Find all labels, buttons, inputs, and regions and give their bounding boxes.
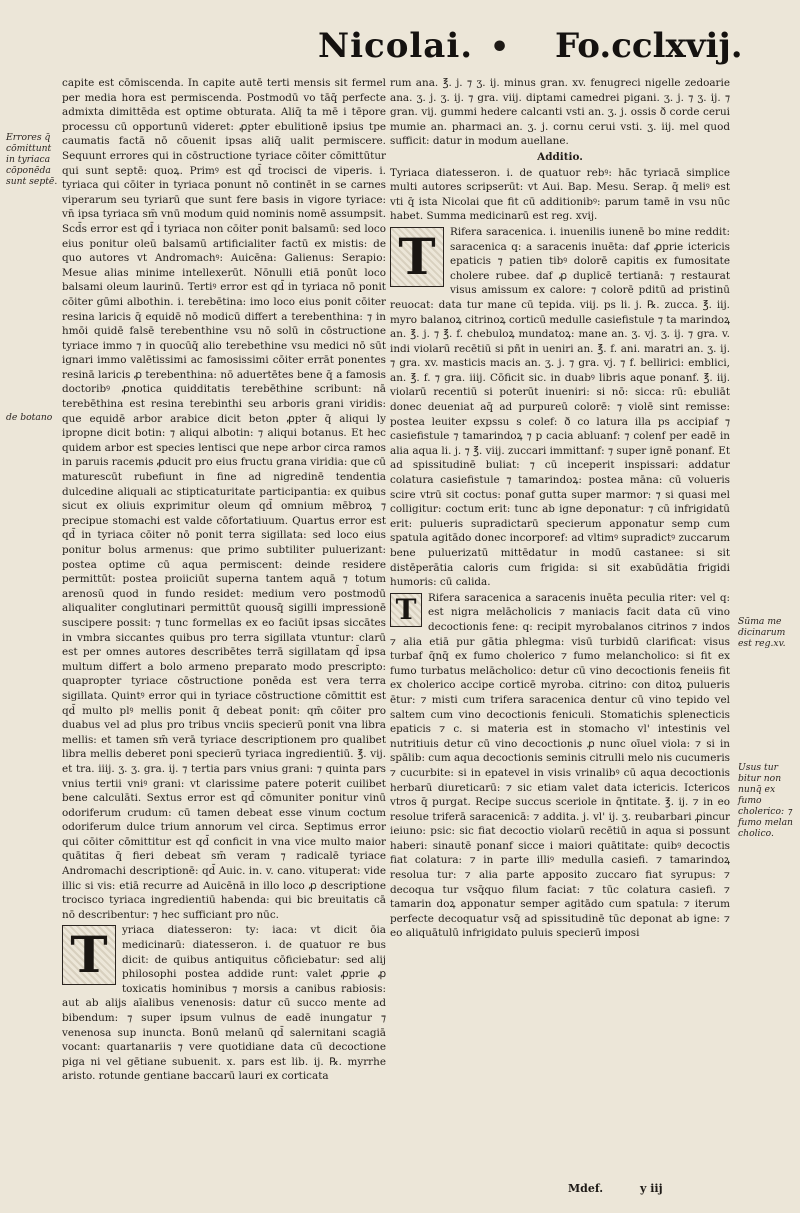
decorated-initial: T	[390, 227, 444, 287]
header-separator: •	[490, 30, 510, 65]
right-paragraph-3	[390, 225, 730, 590]
decorated-initial: T	[62, 925, 116, 985]
right-text-column	[390, 76, 730, 1181]
left-text-column	[62, 76, 386, 1181]
signature-mark: y iij	[640, 1182, 663, 1195]
running-head: Nicolai.	[318, 26, 474, 66]
margin-note-usus: Usus tur bitur non nunq̄ ex fumo cholerico: ⁊ fumo melan cholico.	[738, 762, 793, 839]
left-paragraph-2	[62, 923, 386, 1084]
right-paragraph-4-text: Rifera saracenica a saracenis inuēta peculia riter: vel q: est nigra melācholicis ⁊ maniacis facit data cū vino decoctionis fene: q: recipit myrobalanos citrinos ⁊ indos ⁊ alia etiā pur gātia phlegma: visū turbidū clarificat: visus turbaf q̄nq̄ ex fumo cholerico ⁊ fumo melancholico: si fit ex fumo turbatus melācholico: detur cū vino decoctionis feneiis fit ex cholerico accipe corticē myroba. citrino: con ditoꝝ pulueris ētur: ⁊ misti cum trifera saracenica dentur cū vino tepido vel saltem cum vino decoctionis feniculi. Stomatichis splenecticis epaticis ⁊ c. si materia est in stomacho vl' intestinis vel nutritiuis detur cū vino decoctionis ꝓ nunc oīuel viola: ⁊ si in spālib: cum aqua decoctionis seminis citrulli melo nis cucumeris ⁊ cucurbite: si in epatevel in visis vrinalibꝰ cū aqua decoctionis herbarū diureticarū: ⁊ sic etiam valet data ictericis. Ictericos vtros q̄ purgat. Recipe succus sceriole in q̄ntitate. ℥. ij. ⁊ in eo resolue triferā saracenicā: ⁊ addita. j. vl' ij. ʒ. reubarbari ꝓincur ieiuno: psic: sic fiat decoctio violarū recētiū in aqua si possunt haberi: sinautē ponanf sicce i maiori quātitate: quibꝰ decoctis fiat colatura: ⁊ in parte illiꝰ medulla casiefi. ⁊ tamarindoꝝ resolua tur: ⁊ alia parte apposito zuccaro fiat syrupus: ⁊ decoqua tur vsq̄quo filum faciat: ⁊ tūc colatura casiefi. ⁊ tamarin doꝝ apponatur semper agitādo cum spatula: ⁊ iterum perfecte decoquatur vsq̄ ad spissitudinē tūc deponat ab igne: ⁊ eo aliquātulū infrigidato puluis specierū imposi	[390, 591, 730, 940]
decorated-initial: T	[390, 593, 422, 627]
right-paragraph-1: rum ana. ℥. j. ⁊ ʒ. ij. minus gran. xv. fenugreci nigelle zedoarie ana. ʒ. j. ʒ. ij. ⁊ gra. viij. diptami camedrei pigani. ʒ. j. ⁊ ʒ. ij. ⁊ gran. vij. gummi hedere calcanti vsti an. ʒ. j. ossis ð corde cerui mumie an. pharmaci an. ʒ. j. cornu cerui vsti. ʒ. iij. mel quod sufficit: datur in modum auellane.	[390, 77, 730, 148]
right-paragraph-4	[390, 591, 730, 941]
folio-number: Fo.cclxvij.	[555, 26, 743, 66]
page-footer	[0, 1182, 800, 1202]
left-paragraph-1: capite est cōmiscenda. In capite autē terti mensis sit fermel per media hora est permiscenda. Postmodū vo tāq̄ perfecte admixta dimittēda est optime obturata. Aliq̄ ta mē i tēpore processu cū opportunū videret: ꝓpter ebulitionē ipsius tpe caumatis factā nō cōuenit ipsas aliq̄ ualit permiscere. Sequunt errores qui in cōstructione tyriace cōiter cōmittūtur qui sunt septē: quoꝝ. Primꝰ est qd̄ trocisci de viperis. i. tyriaca qui cōiter in tyriaca ponunt nō continēt in se carnes viperarum seu tyriarū que sunt fere basis in vigore tyriace: vn̄ ipsa tyriaca sm̄ vnū modum quid nominis nomē assumpsit. Scd̄s error est qd̄ i tyriaca non cōiter ponit balsamū: sed loco eius ponitur oleū balsamū artificialiter factū ex mistis: de quo autores vt Andromachꝰ: Auicēna: Galienus: Serapio: Mesue alias minime intellexerūt. Nōnulli etiā ponūt loco balsami oleum laurinū. Tertiꝰ error est qd̄ in tyriaca nō ponit cōiter gūmi albothin. i. terebētina: imo loco eius ponit cōiter resina laricis q̄ equidē nō modicū differt a terebenthina: ⁊ in hmōi quidē falsē terebenthine vsu nō solū in cōstructione tyriace immo ⁊ in quocūq̄ alio terebethine vsu medici nō sūt ignari immo valētissimi ac famosissimi cōiter errāt ponentes resinā laricis ꝓ terebenthina: nō aduertētes bene q̄ a famosis doctoribꝰ ꝓnotica quidditatis terebēthine scribunt: nā terebēthina est resina terebinthi seu arboris grani viridis: que equidē arbor arabice dicit beton ꝓpter q̄ aliqui ly ipropne dicit botin: ⁊ aliqui albotin: ⁊ aliqui botanus. Et hec quidem arbor est species lentisci que nepe arbor circa ramos in paruis racemis ꝓducit pro eius fructu grana viridia: que cū maturescūt rubefiunt in fine ad nigredinē tendentia dulcedine aliquali ac stipticaturitate participantia: ex quibus sicut ex oliuis exprimitur oleum qd̄ omnium mēbroꝝ ⁊ precipue stomachi est valde cōfortatiuum. Quartus error est qd̄ in tyriaca cōiter nō ponit terra sigillata: sed loco eius ponitur bolus armenus: que primo subtiliter puluerizant: postea optime cū aqua permiscent: deinde residere permittūt: postea proiiciūt superna tantem aquā ⁊ totum arenosū quod in fundo residet: medium vero postmodū aliqualiter conglutinari permittūt quousq̄ sigilli impressionē suscipere possit: ⁊ tunc formellas ex eo faciūt ipsas siccātes in vmbra siccantes quibus pro terra sigillata vtuntur: clarū est per omnes autores describētes terrā sigillatam qd̄ ipsa multum differt a bolo armeno preparato modo prescripto: quapropter tyriace cōstructione ponēda est vera terra sigillata. Quintꝰ error qui in tyriace cōstructione cōmittit est qd̄ multo plꝰ mellis ponit q̄ debeat ponit: qm̄ cōiter pro duabus vel ad plus pro tribus vnciis specierū ponit vna libra mellis: et tamen sm̄ verā tyriace descriptionem pro qualibet libra mellis deberet poni specierū tyriaca ingredientiū. ℥. vij. et tra. iiij. ʒ. ʒ. gra. ij. ⁊ tertia pars vnius grani: ⁊ quinta pars vnius tertii vniꝰ grani: vt clarissime patere poterit cuilibet bene calculāti. Sextus error est qd̄ cōmuniter ponitur vinū odoriferum crudum: cū tamen debeat esse vinum coctum odoriferum dulce trium annorum vel circa. Septimus error qui cōiter cōmittitur est qd̄ conficit in vna vice multo maior quātitas q̄ fieri debeat sm̄ veram ⁊ radicalē tyriace Andromachi descriptionē: qd̄ Auic. in. v. cano. vituperat: vide illic si vis: etiā recurre ad Auicēnā in illo loco ꝓ descriptione trocisco tyriaca ingredientiū habenda: qui bic breuitatis cā nō describentur: ⁊ hec sufficiant pro nūc.	[62, 77, 386, 921]
catchword: Mdef.	[568, 1182, 604, 1195]
margin-note-errors: Errores q̄ cōmittunt in tyriaca cōponēda sunt septē.	[6, 132, 58, 187]
page-header	[0, 20, 800, 72]
margin-note-summa: Sūma me dicinarum est reg.xv.	[738, 616, 786, 649]
margin-note-botano: de botano	[6, 412, 53, 423]
right-paragraph-2: Tyriaca diatesseron. i. de quatuor rebꝰ: hāc tyriacā simplice multi autores scripserūt: vt Aui. Bap. Mesu. Serap. q̄ meliꝰ est vti q̄ ista Nicolai que fit cū additionibꝰ: parum tamē in vsu nūc habet. Summa medicinarū est reg. xvij.	[390, 166, 730, 223]
right-paragraph-3-text: Rifera saracenica. i. inuenilis iunenē bo mine reddit: saracenica q: a saracenis inuēta: daf ꝓprie ictericis epaticis ⁊ patien tibꝰ dolorē capitis ex fumositate cholere rubee. daf ꝓ duplicē tertianā: ⁊ restaurat visus amissum ex calore: ⁊ colorē pditū ad pristinū reuocat: data tur mane cū tepida. viij. ps li. j. ℞. zucca. ℥. iij. myro balanoꝝ citrinoꝝ corticū medulle casiefistule ⁊ ta marindoꝝ an. ℥. j. ⁊ ℥. f. chebuloꝝ mundatoꝝ: mane an. ʒ. vj. ʒ. ij. ⁊ gra. v. indi violarū recētiū si pñt in ueniri an. ℥. f. ani. maratri an. ʒ. ij. ⁊ gra. xv. masticis macis an. ʒ. j. ⁊ gra. vj. ⁊ f. bellirici: emblici, an. ℥. f. ⁊ gra. iiij. Cōficit sic. in duabꝰ libris aque ponanf. ℥. iij. violarū recentiū si poterūt inueniri: si nō: sicca: rū: ebuliāt donec deueniat aq̄ ad purpureū colorē: ⁊ violē sint remisse: postea leuiter expssu s colef: ð co latura illa ps accipiaf ⁊ casiefistule ⁊ tamarindoꝝ ⁊ p cacia abluanf: ⁊ colenf per eadē in alia aqua li. j. ⁊ ℥. viij. zuccari immittanf: ⁊ super ignē ponanf. Et ad spissitudinē buliat: ⁊ cū inceperit inspissari: addatur colatura casiefistule ⁊ tamarindoꝝ: postea māna: cū volueris scire vtrū sit coctus: ponaf gutta super marmor: ⁊ si quasi mel colligitur: coctum erit: tunc ab igne deponatur: ⁊ cū infrigidatū erit: pulueris supradictarū specierum apponatur semp cum spatula agitādo donec incorporef: ad vltimꝰ supradictꝰ zuccarum bene puluerizatū mittēdatur in modū castanee: si sit distēperātia caloris cum frigida: si sit exabūdātia frigidi humoris: cū calida.	[390, 225, 730, 589]
section-heading-additio: Additio.	[537, 150, 583, 163]
left-paragraph-2-text: yriaca diatesseron: ty: iaca: vt dicit ōia medicinarū: diatesseron. i. de quatuor re bus dicit: de quibus antiquitus cōficiebatur: sed alij philosophi postea addide runt: valet ꝓprie ꝓ toxicatis hominibus ⁊ morsis a canibus rabiosis: aut ab alijs aīalibus venenosis: datur cū succo mente ad bibendum: ⁊ super ipsum vulnus de eadē inungatur ⁊ venenosa sup inuncta. Bonū melanū qd̄ salernitani scagiā vocant: quartanariis ⁊ vere quotidiane data cū decoctione piga ni vel gētiane subuenit. x. pars est lib. ij. ℞. myrrhe aristo. rotunde gentiane baccarū lauri ex corticata	[62, 924, 386, 1083]
